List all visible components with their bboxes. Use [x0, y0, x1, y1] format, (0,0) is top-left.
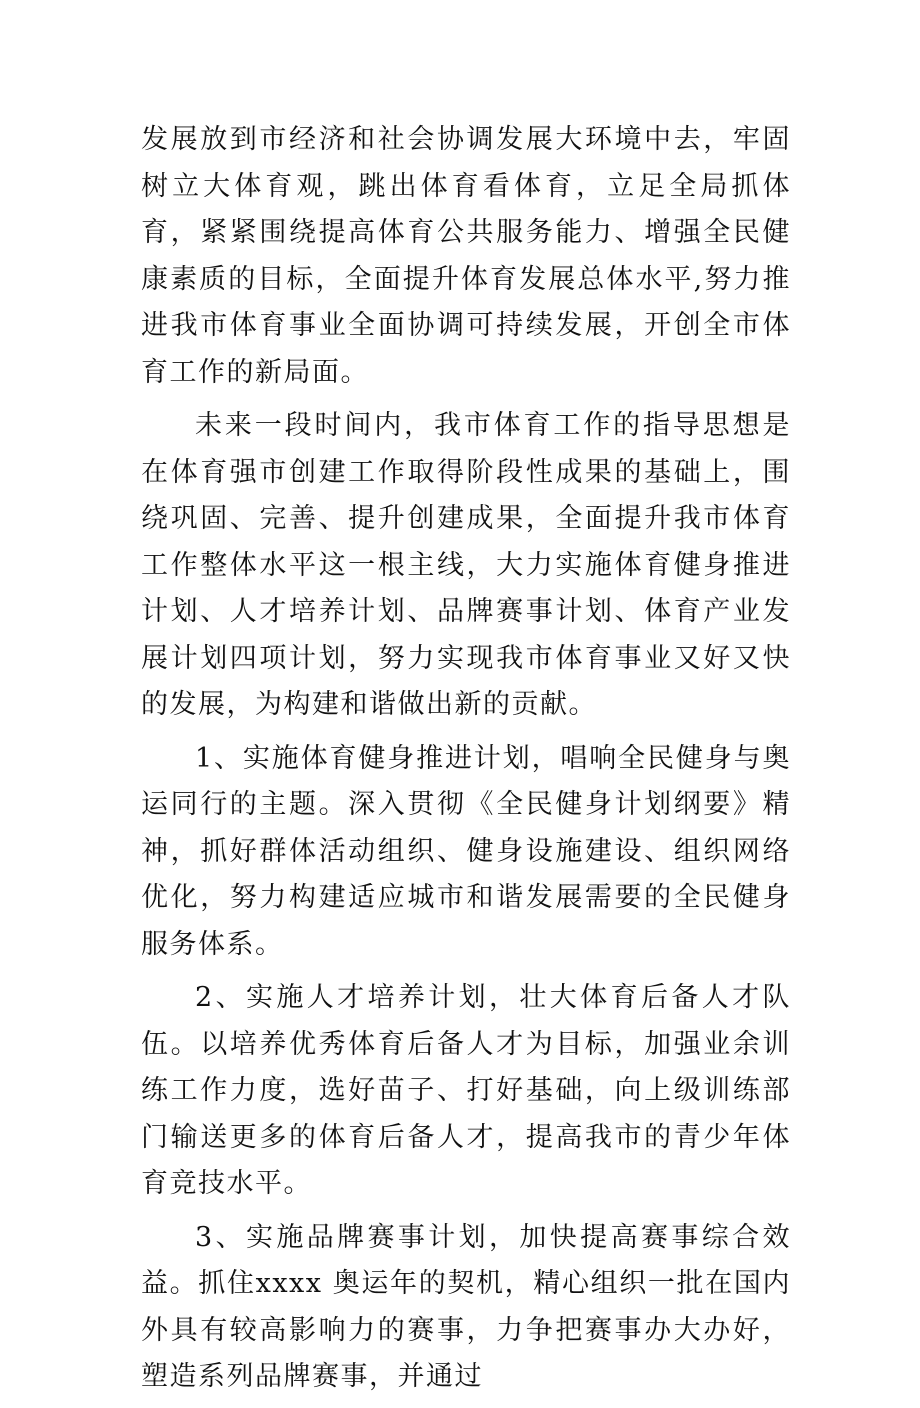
- document-body: [141, 117, 791, 1408]
- paragraph-5: 3、实施品牌赛事计划，加快提高赛事综合效益。抓住xxxx 奥运年的契机，精心组织一批在国内外具有较高影响力的赛事，力争把赛事办大办好，塑造系列品牌赛事，并通过: [141, 1221, 791, 1392]
- paragraph-3: 1、实施体育健身推进计划，唱响全民健身与奥运同行的主题。深入贯彻《全民健身计划纲要》精神，抓好群体活动组织、健身设施建设、组织网络优化，努力构建适应城市和谐发展需要的全民健身服务体系。: [141, 742, 791, 960]
- paragraph-1: 发展放到市经济和社会协调发展大环境中去，牢固树立大体育观，跳出体育看体育，立足全局抓体育，紧紧围绕提高体育公共服务能力、增强全民健康素质的目标，全面提升体育发展总体水平,努力推进我市体育事业全面协调可持续发展，开创全市体育工作的新局面。: [141, 124, 791, 388]
- paragraph-4: 2、实施人才培养计划，壮大体育后备人才队伍。以培养优秀体育后备人才为目标，加强业余训练工作力度，选好苗子、打好基础，向上级训练部门输送更多的体育后备人才，提高我市的青少年体育竞技水平。: [141, 982, 791, 1199]
- paragraph-2: 未来一段时间内，我市体育工作的指导思想是在体育强市创建工作取得阶段性成果的基础上，围绕巩固、完善、提升创建成果，全面提升我市体育工作整体水平这一根主线，大力实施体育健身推进计划、人才培养计划、品牌赛事计划、体育产业发展计划四项计划，努力实现我市体育事业又好又快的发展，为构建和谐做出新的贡献。: [141, 410, 791, 720]
